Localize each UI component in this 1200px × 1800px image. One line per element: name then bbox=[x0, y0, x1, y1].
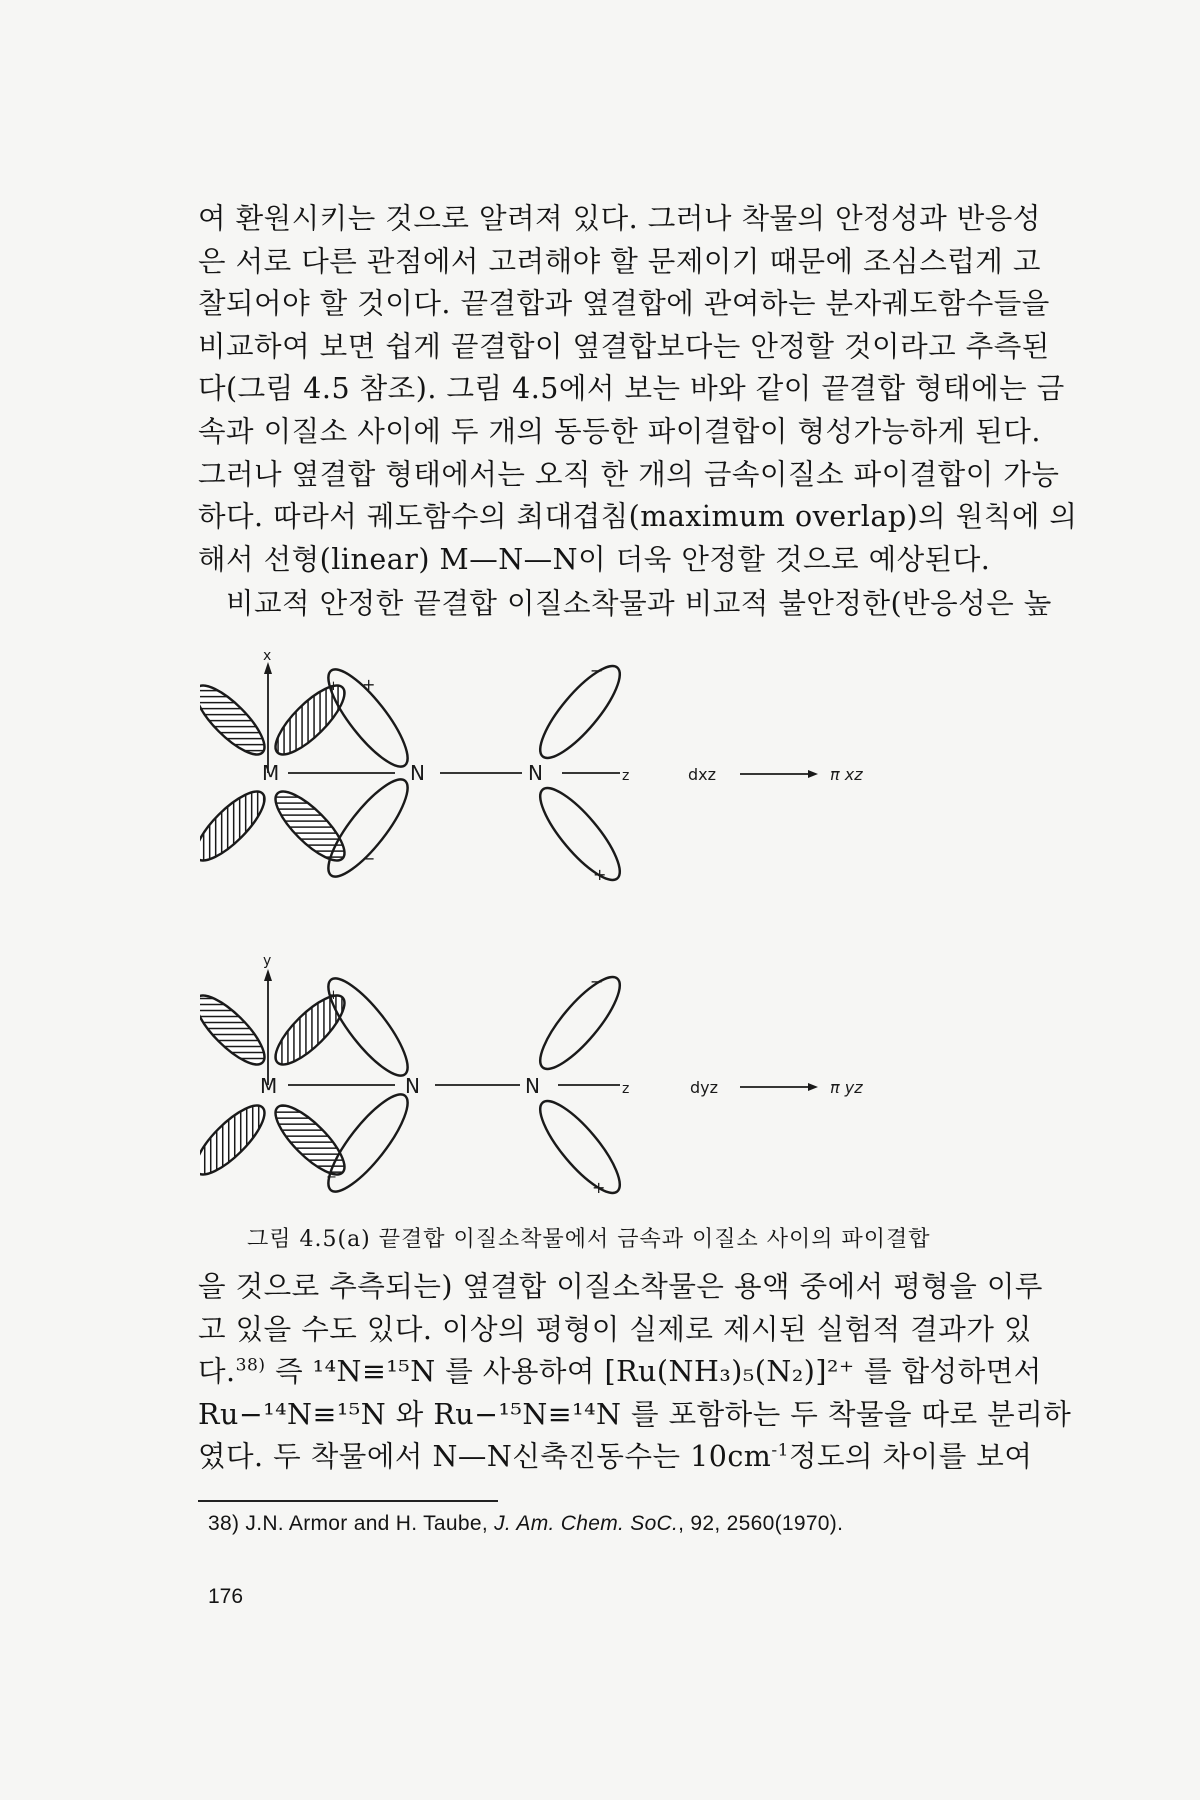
isotope-formula: Ru−¹⁵N≡¹⁴N bbox=[433, 1397, 622, 1431]
d-orbital-lobe bbox=[266, 986, 354, 1074]
text-run: 를 합성하면서 bbox=[854, 1355, 1042, 1389]
nitrogen-label: N bbox=[528, 761, 543, 785]
text-line bbox=[198, 1394, 1072, 1437]
text-line: 해서 선형(linear) M—N—N이 더욱 안정할 것으로 예상된다. bbox=[198, 542, 991, 576]
text-run: 다. bbox=[198, 1355, 236, 1389]
sign-plus: + bbox=[328, 988, 339, 1003]
footnote-ref: 38) bbox=[235, 1355, 266, 1376]
sign-plus: + bbox=[328, 679, 339, 694]
text-line: 찰되어야 할 것이다. 끝결합과 옆결합에 관여하는 분자궤도함수들을 bbox=[198, 287, 1050, 321]
p-orbital-lobe bbox=[529, 778, 631, 890]
figure-caption: 그림 4.5(a) 끝결합 이질소착물에서 금속과 이질소 사이의 파이결합 bbox=[247, 1227, 931, 1252]
orbital-from-label: dxz bbox=[688, 765, 717, 784]
footnote-authors: J.N. Armor and H. Taube, bbox=[239, 1512, 495, 1535]
orbital-diagram-xz bbox=[200, 648, 1020, 913]
arrow-head-icon bbox=[264, 969, 272, 981]
nitrogen-label: N bbox=[525, 1074, 540, 1098]
arrow-head-icon bbox=[808, 1083, 818, 1091]
metal-label: M bbox=[262, 761, 280, 785]
superscript: -1 bbox=[771, 1440, 789, 1461]
orbital-to-label: π xz bbox=[830, 765, 863, 784]
sign-plus: + bbox=[592, 1178, 606, 1197]
nitrogen-label: N bbox=[405, 1074, 420, 1098]
axis-label-z: z bbox=[622, 768, 630, 784]
p-orbital-lobe bbox=[529, 656, 631, 768]
axis-label-y: y bbox=[263, 955, 272, 969]
d-orbital-lobe bbox=[266, 1096, 354, 1184]
d-orbital-lobe bbox=[200, 1096, 274, 1184]
sign-plus: + bbox=[362, 675, 376, 694]
text-run: 와 bbox=[386, 1397, 434, 1431]
text-run: 즉 bbox=[265, 1355, 313, 1389]
isotope-formula: ¹⁴N≡¹⁵N bbox=[312, 1355, 436, 1389]
text-line: 하다. 따라서 궤도함수의 최대겹침(maximum overlap)의 원칙에 의 bbox=[198, 500, 1078, 534]
paragraph-2 bbox=[198, 583, 1052, 626]
footnote-divider bbox=[198, 1500, 498, 1502]
text-line: 을 것으로 추측되는) 옆결합 이질소착물은 용액 중에서 평형을 이루 bbox=[198, 1270, 1043, 1303]
sign-minus: − bbox=[326, 1170, 337, 1185]
text-line: 비교적 안정한 끝결합 이질소착물과 비교적 불안정한(반응성은 높 bbox=[226, 587, 1052, 620]
nitrogen-label: N bbox=[410, 761, 425, 785]
arrow-head-icon bbox=[808, 770, 818, 778]
orbital-from-label: dyz bbox=[690, 1078, 719, 1097]
footnote-journal: J. Am. Chem. SoC. bbox=[494, 1512, 679, 1535]
orbital-diagram-yz bbox=[200, 955, 1020, 1210]
paragraph-1 bbox=[198, 198, 1078, 581]
sign-minus: − bbox=[362, 849, 376, 868]
text-line: 여 환원시키는 것으로 알려져 있다. 그러나 착물의 안정성과 반응성 bbox=[198, 202, 1041, 235]
text-run: 정도의 차이를 보여 bbox=[788, 1440, 1033, 1474]
axis-label-z: z bbox=[622, 1081, 630, 1097]
text-line bbox=[198, 1351, 1042, 1394]
text-line: 그러나 옆결합 형태에서는 오직 한 개의 금속이질소 파이결합이 가능 bbox=[198, 457, 1060, 491]
sign-plus: + bbox=[593, 865, 607, 884]
text-run: 를 포함하는 두 착물을 따로 분리하 bbox=[621, 1397, 1072, 1431]
text-line: 다(그림 4.5 참조). 그림 4.5에서 보는 바와 같이 끝결합 형태에는 금 bbox=[198, 372, 1065, 406]
text-run: 를 사용하여 bbox=[435, 1355, 605, 1389]
text-line: 은 서로 다른 관점에서 고려해야 할 문제이기 때문에 조심스럽게 고 bbox=[198, 244, 1041, 278]
paragraph-3 bbox=[198, 1266, 1072, 1479]
d-orbital-lobe bbox=[200, 676, 274, 764]
footnote-number: 38) bbox=[208, 1512, 240, 1535]
text-run: 였다. 두 착물에서 N—N신축진동수는 10cm bbox=[198, 1440, 772, 1474]
text-line: 고 있을 수도 있다. 이상의 평형이 실제로 제시된 실험적 결과가 있 bbox=[198, 1312, 1032, 1346]
footnote bbox=[208, 1512, 843, 1536]
d-orbital-lobe bbox=[200, 986, 274, 1074]
text-line: 속과 이질소 사이에 두 개의 동등한 파이결합이 형성가능하게 된다. bbox=[198, 414, 1041, 448]
footnote-details: , 92, 2560(1970). bbox=[678, 1512, 844, 1535]
text-line bbox=[198, 1436, 1033, 1479]
d-orbital-lobe bbox=[266, 782, 354, 870]
sign-minus: − bbox=[590, 661, 604, 680]
axis-label-x: x bbox=[263, 648, 272, 664]
p-orbital-lobe bbox=[529, 1091, 631, 1203]
complex-formula: [Ru(NH₃)₅(N₂)]²⁺ bbox=[604, 1355, 855, 1389]
d-orbital-lobe bbox=[200, 782, 274, 870]
sign-minus: − bbox=[590, 972, 604, 991]
text-line: 비교하여 보면 쉽게 끝결합이 옆결합보다는 안정할 것이라고 추측된 bbox=[198, 329, 1050, 363]
d-orbital-lobe bbox=[266, 676, 354, 764]
p-orbital-lobe bbox=[529, 967, 631, 1079]
page-number: 176 bbox=[208, 1585, 244, 1608]
isotope-formula: Ru−¹⁴N≡¹⁵N bbox=[198, 1397, 387, 1431]
metal-label: M bbox=[260, 1074, 278, 1098]
orbital-to-label: π yz bbox=[830, 1078, 863, 1097]
